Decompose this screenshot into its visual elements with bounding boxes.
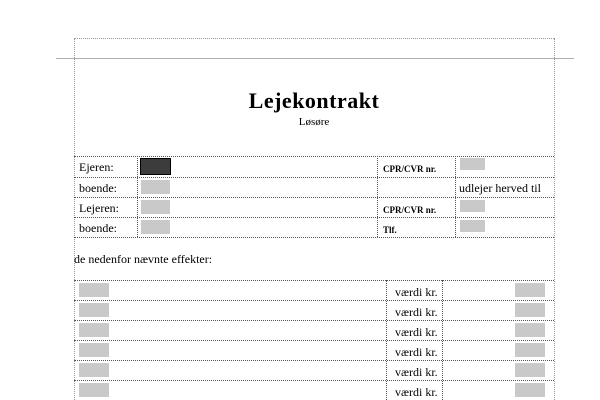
items-intro-text: de nedenfor nævnte effekter: — [74, 252, 213, 266]
parties-col-divider — [377, 156, 378, 237]
owner-cpr-field[interactable] — [460, 158, 485, 170]
tenant-phone-label: Tlf. — [383, 225, 397, 235]
page-margin-line — [56, 58, 574, 59]
title-block-right — [554, 58, 555, 400]
header-area-right — [554, 38, 555, 58]
item-value-label: værdi kr. — [395, 385, 438, 399]
items-row-divider — [74, 320, 554, 321]
document-subtitle: Løsøre — [298, 116, 330, 128]
items-row-divider — [74, 340, 554, 341]
item-value-field[interactable] — [515, 363, 545, 377]
owner-address-field[interactable] — [141, 180, 170, 194]
parties-table-bottom — [74, 237, 554, 238]
items-row-divider — [74, 380, 554, 381]
items-row-divider — [74, 300, 554, 301]
parties-table-top — [74, 156, 554, 157]
owner-label: Ejeren: — [79, 160, 114, 174]
item-description-field[interactable] — [79, 283, 109, 297]
owner-cpr-label: CPR/CVR nr. — [383, 164, 437, 174]
item-description-field[interactable] — [79, 303, 109, 317]
tenant-phone-field[interactable] — [460, 220, 485, 232]
tenant-label: Lejeren: — [79, 201, 119, 215]
parties-row-divider — [74, 217, 554, 218]
parties-col-divider — [455, 156, 456, 237]
header-area-left — [74, 38, 75, 58]
item-value-label: værdi kr. — [395, 285, 438, 299]
owner-address-label: boende: — [79, 181, 117, 195]
parties-row-divider — [74, 177, 554, 178]
parties-col-divider — [137, 156, 138, 237]
tenant-cpr-label: CPR/CVR nr. — [383, 205, 437, 215]
header-area-top — [74, 38, 554, 39]
item-value-field[interactable] — [515, 343, 545, 357]
item-value-field[interactable] — [515, 383, 545, 397]
item-description-field[interactable] — [79, 323, 109, 337]
items-col-divider — [386, 280, 387, 400]
item-value-label: værdi kr. — [395, 305, 438, 319]
item-value-label: værdi kr. — [395, 365, 438, 379]
item-description-field[interactable] — [79, 383, 109, 397]
item-value-label: værdi kr. — [395, 345, 438, 359]
parties-row-divider — [74, 197, 554, 198]
tenant-cpr-field[interactable] — [460, 200, 485, 212]
tenant-address-field[interactable] — [141, 220, 170, 234]
item-description-field[interactable] — [79, 343, 109, 357]
items-row-divider — [74, 360, 554, 361]
item-value-field[interactable] — [515, 323, 545, 337]
item-value-label: værdi kr. — [395, 325, 438, 339]
owner-name-field[interactable] — [141, 159, 170, 174]
items-table-top — [74, 280, 554, 281]
document-title: Lejekontrakt — [248, 88, 380, 113]
items-col-divider — [442, 280, 443, 400]
tenant-name-field[interactable] — [141, 200, 170, 214]
tenant-address-label: boende: — [79, 221, 117, 235]
item-description-field[interactable] — [79, 363, 109, 377]
lets-to-text: udlejer herved til — [459, 181, 541, 195]
item-value-field[interactable] — [515, 283, 545, 297]
item-value-field[interactable] — [515, 303, 545, 317]
